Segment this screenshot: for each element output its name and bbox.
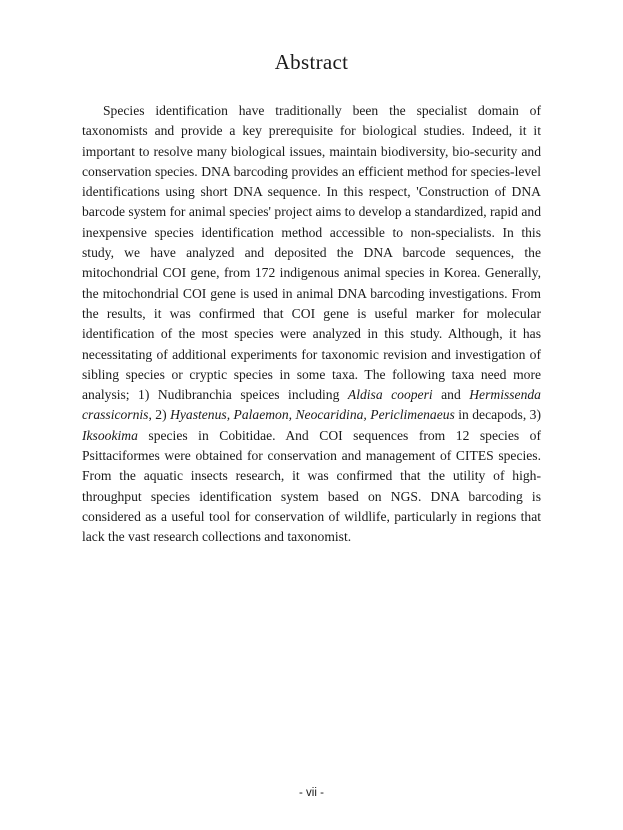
page-title: Abstract [274,50,349,74]
body-text: in decapods, 3) [454,407,541,423]
genus-name: Iksookima [82,427,138,443]
genus-names: Hyastenus, Palaemon, Neocaridina, Periclimenaeus [170,407,455,423]
species-name: Hermissenda crassicornis [82,387,541,423]
body-text: , 2) [148,407,171,423]
abstract-paragraph [82,101,541,548]
body-text: species in Cobitidae. And COI sequences from 12 species of Psittaciformes were obtained for conservation and management of CITES species. From the aquatic insects research, it was confirmed that the utility of high-throughput species identification system based on NGS. DNA barcoding is considered as a useful tool for conservation of wildlife, particularly in regions that lack the vast research collections and taxonomist. [82,427,541,545]
body-text: Species identification have traditionally been the specialist domain of taxonomists and provide a key prerequisite for biological studies. Indeed, it it important to resolve many biological issues, maintain biodiversity, bio-security and conservation species. DNA barcoding provides an efficient method for species-level identifications using short DNA sequence. In this respect, 'Construction of DNA barcode system for animal species' project aims to develop a standardized, rapid and inexpensive species identification method accessible to non-specialists. In this study, we have analyzed and deposited the DNA barcode sequences, the mitochondrial COI gene, from 172 indigenous animal species in Korea. Generally, the mitochondrial COI gene is used in animal DNA barcoding investigations. From the results, it was confirmed that COI gene is useful marker for molecular identification of the most species were analyzed in this study. Although, it has necessitating of additional experiments for taxonomic revision and investigation of sibling species or cryptic species in some taxa. The following taxa need more analysis; 1) Nudibranchia speices including [82,103,541,403]
species-name: Aldisa cooperi [347,387,433,403]
body-text: and [432,387,470,403]
page-number: - vii - [299,787,324,799]
